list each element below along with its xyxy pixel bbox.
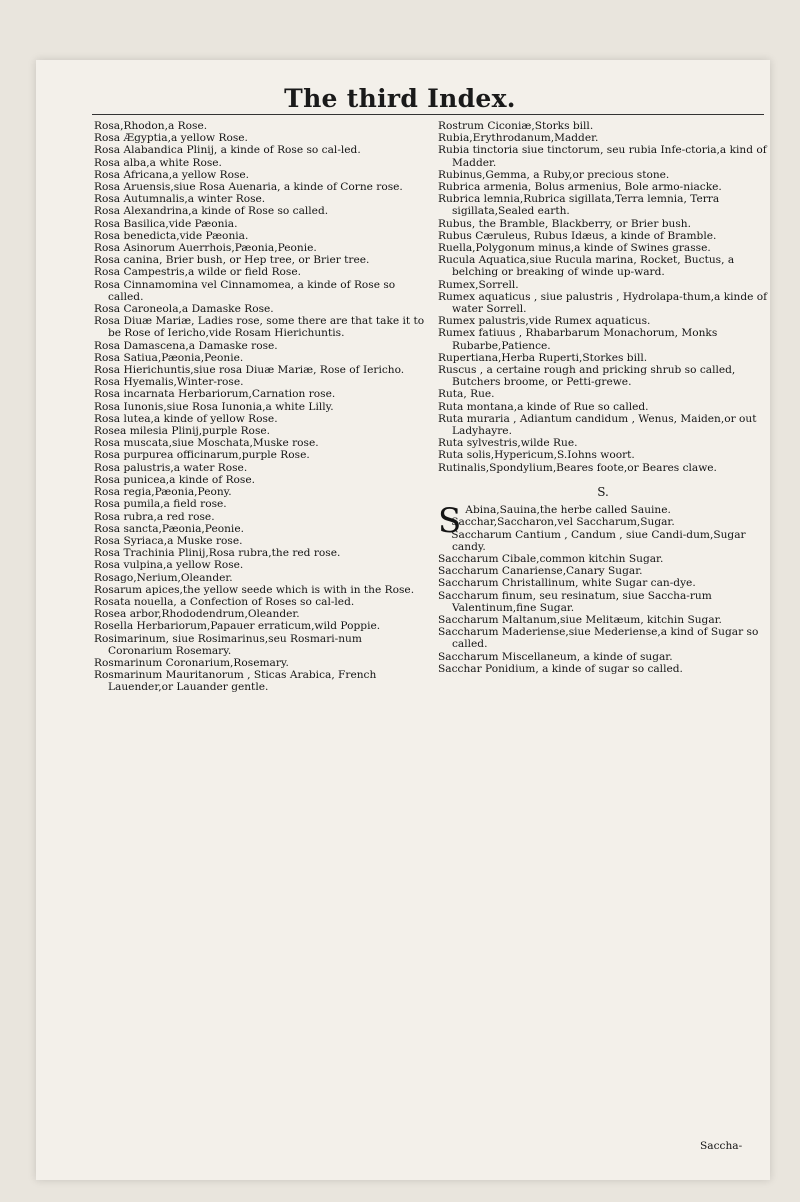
section-letter: S. (597, 484, 609, 499)
index-entry: Rosella Herbariorum,Papauer erraticum,wild Poppie. (94, 620, 381, 633)
index-entry: Rutinalis,Spondylium,Beares foote,or Beares clawe. (438, 461, 717, 474)
index-entry: Rosa Syriaca,a Muske rose. (94, 534, 243, 547)
index-entry: Rosa purpurea officinarum,purple Rose. (94, 449, 310, 462)
index-entry: Rosea milesia Plinij,purple Rose. (94, 425, 271, 438)
s-entries (438, 501, 768, 675)
index-entry: Rubia,Erythrodanum,Madder. (438, 132, 599, 145)
index-entry: Rosea arbor,Rhododendrum,Oleander. (94, 608, 300, 621)
index-entry: Saccharum Miscellaneum, a kinde of sugar. (438, 650, 673, 663)
index-entry: Ruta muraria , Adiantum candidum , Wenus, Maiden,or out Ladyhayre. (438, 412, 757, 438)
index-entry: Rumex aquaticus , siue palustris , Hydrolapa-thum,a kinde of water Sorrell. (438, 290, 768, 316)
index-entry: Ruscus , a certaine rough and pricking shrub so called, Butchers broome, or Petti-grewe. (438, 364, 736, 389)
s-section (438, 501, 768, 675)
index-entry: Rubinus,Gemma, a Ruby,or precious stone. (438, 168, 670, 181)
left-column (94, 120, 426, 694)
index-entry: Rubrica armenia, Bolus armenius, Bole armo-niacke. (438, 181, 722, 194)
header-rule (92, 114, 764, 115)
index-entry: Rosa Africana,a yellow Rose. (94, 168, 250, 181)
index-entry: Rosimarinum, siue Rosimarinus,seu Rosmari-num Coronarium Rosemary. (94, 632, 362, 657)
index-entry: Rosa Asinorum Auerrhois,Pæonia,Peonie. (94, 242, 317, 255)
index-entry: Rosa Autumnalis,a winter Rose. (94, 193, 266, 206)
page-title: The third Index. (284, 84, 516, 113)
index-entry: Rosa vulpina,a yellow Rose. (94, 559, 244, 572)
right-column (438, 120, 768, 675)
index-entry: Rosa Alexandrina,a kinde of Rose so called. (94, 205, 329, 218)
index-entry: Saccharum Cantium , Candum , siue Candi-dum,Sugar candy. (451, 528, 746, 553)
index-entry: Rosata nouella, a Confection of Roses so cal-led. (94, 595, 355, 608)
index-entry: Rosa Trachinia Plinij,Rosa rubra,the red rose. (94, 547, 341, 560)
index-entry: Rosa palustris,a water Rose. (94, 461, 248, 474)
index-entry: Rosmarinum Coronarium,Rosemary. (94, 656, 289, 669)
right-entries (438, 120, 768, 474)
index-entry: Sacchar,Saccharon,vel Saccharum,Sugar. (451, 516, 675, 529)
catchword: Saccha- (700, 1140, 743, 1152)
index-entry: Rosa rubra,a red rose. (94, 510, 215, 523)
index-entry: Rostrum Ciconiæ,Storks bill. (438, 120, 594, 132)
index-entry: Rosa Hierichuntis,siue rosa Diuæ Mariæ, Rose of Iericho. (94, 364, 405, 377)
index-entry: Rosa,Rhodon,a Rose. (94, 120, 208, 132)
index-entry: Rosa Iunonis,siue Rosa Iunonia,a white Lilly. (94, 400, 334, 413)
index-entry: Rosa Satiua,Pæonia,Peonie. (94, 351, 244, 364)
index-entry: Rumex palustris,vide Rumex aquaticus. (438, 315, 651, 328)
index-entry: Rosago,Nerium,Oleander. (94, 571, 233, 584)
index-entry: Rubrica lemnia,Rubrica sigillata,Terra lemnia, Terra sigillata,Sealed earth. (438, 193, 720, 218)
index-entry: Ruta sylvestris,wilde Rue. (438, 437, 578, 450)
index-entry: Rosa canina, Brier bush, or Hep tree, or Brier tree. (94, 254, 370, 267)
index-entry: Abina,Sauina,the herbe called Sauine. (465, 504, 671, 517)
index-entry: Rosarum apices,the yellow seede which is with in the Rose. (94, 583, 415, 596)
index-entry: Rosmarinum Mauritanorum , Sticas Arabica, French Lauender,or Lauander gentle. (94, 669, 377, 694)
index-entry: Rosa Basilica,vide Pæonia. (94, 217, 238, 230)
index-entry: Rubus, the Bramble, Blackberry, or Brier bush. (438, 217, 691, 230)
index-entry: Rumex fatiuus , Rhabarbarum Monachorum, Monks Rubarbe,Patience. (438, 327, 718, 352)
index-entry: Saccharum Maltanum,siue Melitæum, kitchin Sugar. (438, 613, 722, 626)
index-entry: Rupertiana,Herba Ruperti,Storkes bill. (438, 351, 648, 364)
index-entry: Rucula Aquatica,siue Rucula marina, Rocket, Buctus, a belching or breaking of winde up-ward. (438, 254, 735, 279)
index-entry: Sacchar Ponidium, a kinde of sugar so called. (438, 662, 683, 675)
index-entry: Rosa muscata,siue Moschata,Muske rose. (94, 437, 319, 450)
index-entry: Saccharum Maderiense,siue Mederiense,a kind of Sugar so called. (438, 626, 759, 651)
index-entry: Rosa Caroneola,a Damaske Rose. (94, 303, 274, 316)
index-entry: Rosa Diuæ Mariæ, Ladies rose, some there are that take it to be Rose of Iericho,vide Rosam Hierichuntis. (94, 315, 425, 340)
index-entry: Saccharum finum, seu resinatum, siue Saccha-rum Valentinum,fine Sugar. (438, 589, 712, 614)
index-entry: Ruella,Polygonum minus,a kinde of Swines grasse. (438, 242, 711, 255)
index-entry: Saccharum Canariense,Canary Sugar. (438, 565, 643, 578)
index-entry: Ruta solis,Hypericum,S.Iohns woort. (438, 449, 635, 462)
index-entry: Rosa lutea,a kinde of yellow Rose. (94, 412, 278, 425)
index-entry: Rosa Hyemalis,Winter-rose. (94, 376, 244, 389)
index-entry: Rosa pumila,a field rose. (94, 498, 227, 511)
index-entry: Rosa sancta,Pæonia,Peonie. (94, 522, 244, 535)
index-entry: Rumex,Sorrell. (438, 278, 519, 291)
index-entry: Rosa Alabandica Plinij, a kinde of Rose so cal-led. (94, 144, 361, 157)
index-entry: Rubus Cæruleus, Rubus Idæus, a kinde of Bramble. (438, 229, 717, 242)
index-entry: Rosa incarnata Herbariorum,Carnation rose. (94, 388, 336, 401)
index-entry: Rosa Ægyptia,a yellow Rose. (94, 132, 248, 145)
index-entry: Rosa punicea,a kinde of Rose. (94, 473, 256, 486)
index-entry: Rosa alba,a white Rose. (94, 156, 222, 169)
index-entry: Ruta, Rue. (438, 388, 495, 401)
index-entry: Rosa Campestris,a wilde or field Rose. (94, 266, 301, 279)
index-entry: Saccharum Cibale,common kitchin Sugar. (438, 552, 664, 565)
index-entry: Saccharum Christallinum, white Sugar can-dye. (438, 577, 696, 590)
index-entry: Rubia tinctoria siue tinctorum, seu rubia Infe-ctoria,a kind of Madder. (438, 144, 767, 169)
index-entry: Rosa Aruensis,siue Rosa Auenaria, a kinde of Corne rose. (94, 181, 403, 194)
index-entry: Rosa Damascena,a Damaske rose. (94, 339, 278, 352)
index-entry: Rosa benedicta,vide Pæonia. (94, 229, 249, 242)
index-entry: Rosa Cinnamomina vel Cinnamomea, a kinde of Rose so called. (94, 278, 396, 303)
index-entry: Rosa regia,Pæonia,Peony. (94, 486, 232, 499)
index-entry: Ruta montana,a kinde of Rue so called. (438, 400, 649, 413)
drop-cap: S (438, 501, 462, 542)
